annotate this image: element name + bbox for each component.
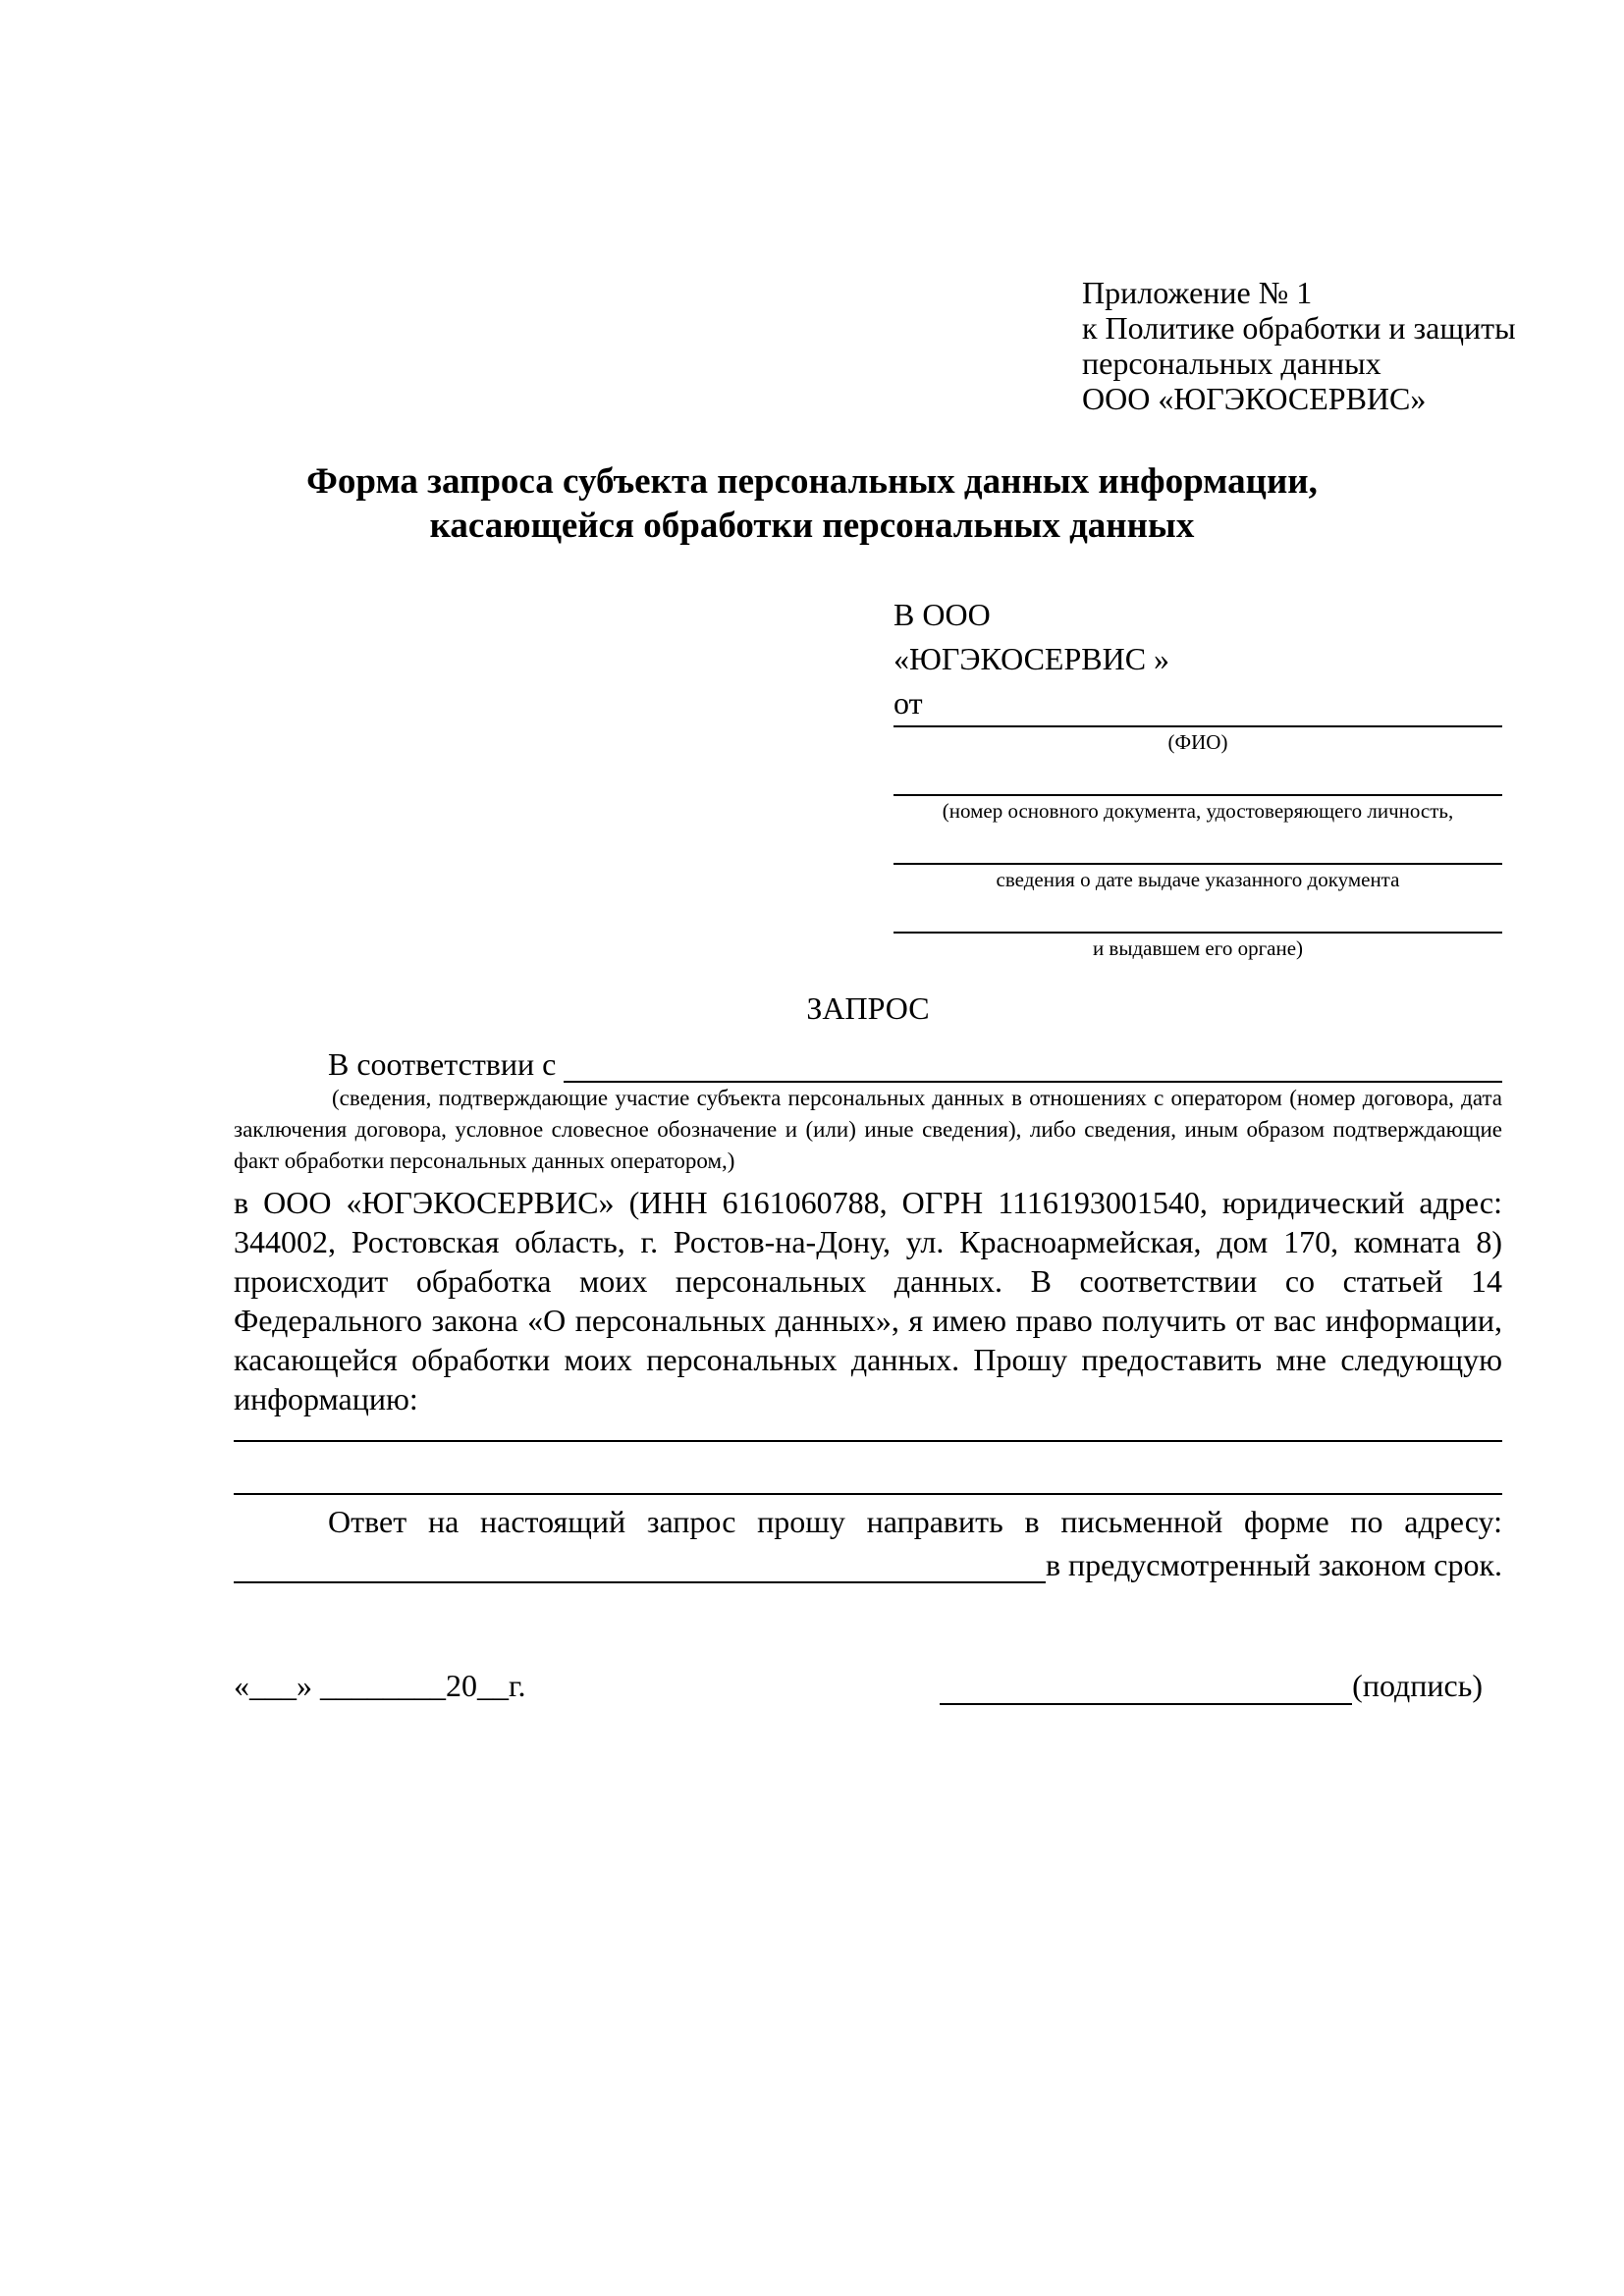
body-paragraph: в ООО «ЮГЭКОСЕРВИС» (ИНН 6161060788, ОГРН 1116193001540, юридический адрес: 344002, Ростовская область, г. Ростов-на-Дону, ул. Красноармейская, дом 170, комната 8) происходит обработка моих персональных данных. В соответствии со статьей 14 Федерального закона «О персональных данных», я имею право получить от вас информации, касающейся обработки моих персональных данных. Прошу предоставить мне следующую информацию: [234,1185,1502,1416]
document-number-fill-line [893,755,1502,796]
issue-date-fill-line [893,824,1502,865]
intro-row [234,1047,1502,1083]
blank-fill-line-2 [234,1442,1502,1495]
addressee-block [893,593,1502,961]
request-heading: ЗАПРОС [806,990,930,1026]
intro-fill-line [564,1047,1502,1083]
fill-caption-fio: (ФИО) [1167,730,1228,754]
fill-caption-document-number: (номер основного документа, удостоверяющего личность, [942,799,1454,823]
fill-unit-fio [893,725,1502,755]
answer-tail-text: в предусмотренный законом срок. [1045,1547,1502,1582]
fill-unit-issuing-authority [893,892,1502,961]
fill-unit-issue-date [893,824,1502,892]
signature-block [940,1666,1483,1705]
addressee-line-company: «ЮГЭКОСЕРВИС » [893,641,1170,676]
address-fill-line [234,1544,1046,1583]
answer-paragraph: Ответ на настоящий запрос прошу направить в письменной форме по адресу: [328,1504,1502,1539]
fill-caption-issue-date: сведения о дате выдаче указанного документа [996,868,1400,891]
appendix-line-company: ООО «ЮГЭКОСЕРВИС» [1082,381,1427,416]
issuing-authority-fill-line [893,892,1502,934]
signature-line [940,1668,1352,1705]
appendix-line-policy: к Политике обработки и защиты [1082,310,1516,346]
appendix-line-personal-data: персональных данных [1082,346,1381,381]
addressee-line-to: В ООО [893,597,991,632]
fill-caption-issuing-authority: и выдавшем его органе) [1092,936,1304,960]
intro-text: В соответствии с [328,1046,557,1082]
blank-fill-line-1 [234,1418,1502,1442]
document-title [0,459,1624,548]
document-title-line-2: касающейся обработки персональных данных [429,506,1195,546]
answer-tail-row [234,1542,1502,1583]
footer-row [234,1666,1502,1705]
addressee-line-from: от [893,685,923,721]
appendix-block [1082,275,1516,416]
document-title-line-1: Форма запроса субъекта персональных данных информации, [306,461,1318,502]
note-text: (сведения, подтверждающие участие субъекта персональных данных в отношениях с оператором (номер договора, дата заключения договора, условное словесное обозначение и (или) иные сведения), либо сведения, иным образом подтверждающие факт обработки персональных данных оператором,) [234,1086,1502,1173]
signature-caption: (подпись) [1352,1668,1483,1703]
fill-unit-document-number [893,755,1502,824]
appendix-line-number: Приложение № 1 [1082,275,1313,310]
date-field: «___» ________20__г. [234,1668,526,1703]
